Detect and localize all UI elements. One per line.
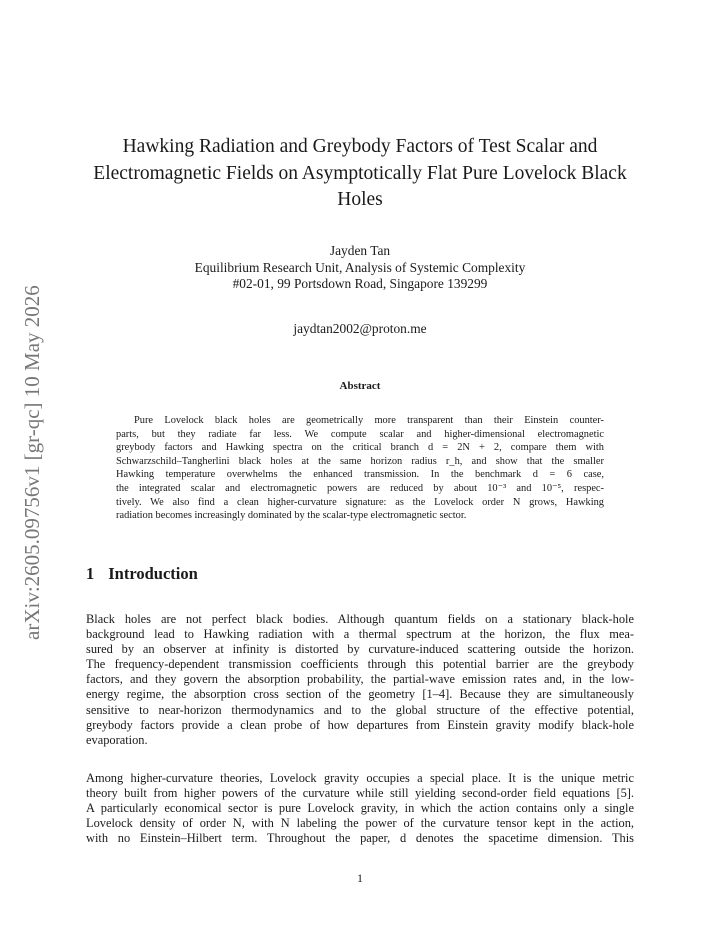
section-heading	[86, 564, 198, 584]
paper-title	[70, 134, 650, 214]
abstract-line: Schwarzschild–Tangherlini black holes at the same horizon radius r_h, and show that the smaller	[116, 455, 604, 467]
paragraph-line: Lovelock density of order N, with N labeling the power of the curvature tensor kept in the action,	[86, 816, 634, 831]
page-number: 1	[357, 871, 363, 885]
paragraph-line: The frequency-dependent transmission coefficients through this potential barrier are the greybody	[86, 657, 634, 672]
paragraph-line: sensitive to near-horizon thermodynamics and to the global structure of the effective potential,	[86, 702, 634, 717]
abstract-heading: Abstract	[339, 380, 381, 392]
title-line: Hawking Radiation and Greybody Factors of Test Scalar and	[122, 136, 598, 157]
abstract-line: tively. We also find a clean higher-curvature signature: as the Lovelock order N grows, Hawking	[116, 496, 604, 508]
paragraph-line: A particularly economical sector is pure Lovelock gravity, in which the action contains only a single	[86, 801, 634, 816]
paragraph-line: factors, and they govern the absorption probability, the partial-wave emission rates and, in the low-	[86, 672, 634, 687]
body-paragraph	[86, 612, 634, 748]
paragraph-line: greybody factors provide a clean probe of how departures from Einstein gravity modify black-hole	[86, 717, 634, 732]
abstract-line: parts, but they radiate far less. We compute scalar and higher-dimensional electromagnetic	[116, 428, 604, 440]
abstract-line: the integrated scalar and electromagnetic powers are reduced by about 10⁻³ and 10⁻⁵, respec-	[116, 482, 604, 494]
author-affiliation: Equilibrium Research Unit, Analysis of Systemic Complexity	[194, 259, 526, 275]
abstract-line: radiation becomes increasingly dominated by the scalar-type electromagnetic sector.	[116, 510, 467, 522]
abstract-line: Hawking temperature overwhelms the enhanced transmission. In the benchmark d = 6 case,	[116, 469, 604, 481]
author-address: #02-01, 99 Portsdown Road, Singapore 139299	[232, 276, 488, 291]
author-email[interactable]: jaydtan2002@proton.me	[293, 321, 427, 336]
abstract-line: Pure Lovelock black holes are geometrically more transparent than their Einstein counter-	[134, 415, 604, 426]
arxiv-identifier: arXiv:2605.09756v1 [gr-qc] 10 May 2026	[20, 285, 44, 640]
paragraph-line: energy regime, the absorption cross section of the geometry [1–4]. Because they are simultaneously	[86, 687, 634, 702]
paragraph-line: theory built from higher powers of the curvature while still yielding second-order field equations [5].	[86, 786, 634, 801]
abstract-body	[116, 414, 604, 523]
abstract-line: greybody factors and Hawking spectra on the critical branch d = 2N + 2, compare them with	[116, 442, 604, 454]
body-paragraph	[86, 771, 634, 846]
section-number: 1	[86, 564, 95, 583]
title-line: Electromagnetic Fields on Asymptotically Flat Pure Lovelock Black	[93, 162, 627, 184]
title-line: Holes	[337, 189, 383, 210]
paragraph-line: Black holes are not perfect black bodies. Although quantum fields on a stationary black-hole	[86, 612, 634, 626]
paragraph-line: with no Einstein–Hilbert term. Throughout the paper, d denotes the spacetime dimension. This	[86, 831, 634, 846]
author-block	[70, 243, 650, 293]
paragraph-line: sured by an observer at infinity is distorted by curvature-induced scattering outside the horizon.	[86, 642, 634, 657]
section-title: Introduction	[108, 564, 198, 583]
paragraph-line: background lead to Hawking radiation with a thermal spectrum at the horizon, the flux mea-	[86, 627, 634, 642]
paragraph-line: Among higher-curvature theories, Lovelock gravity occupies a special place. It is the unique metric	[86, 771, 634, 785]
author-name: Jayden Tan	[329, 243, 391, 258]
paragraph-line: evaporation.	[86, 732, 148, 747]
